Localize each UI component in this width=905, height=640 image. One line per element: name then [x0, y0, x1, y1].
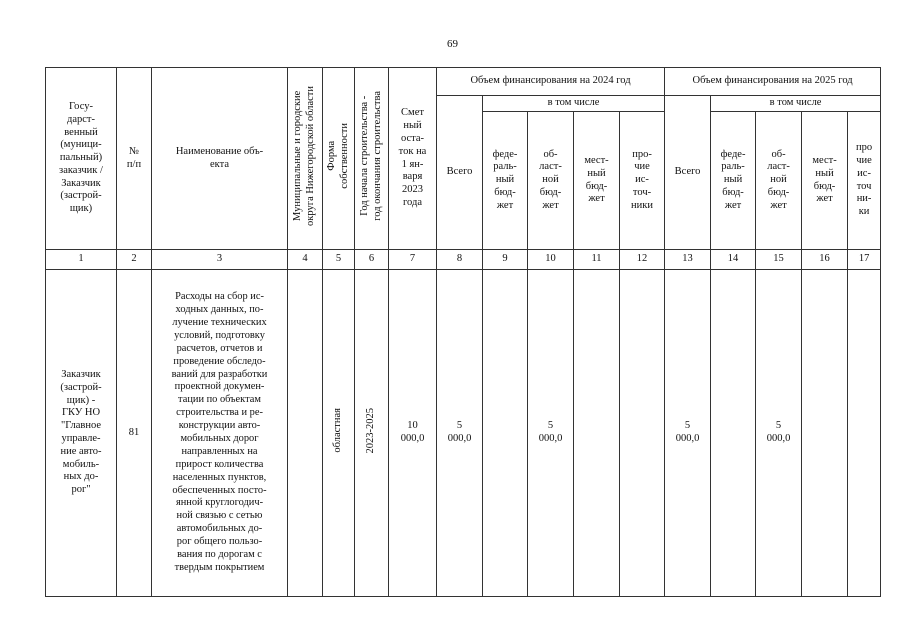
header-including-2025: в том числе [711, 96, 881, 112]
header-num: № п/п [117, 68, 152, 250]
header-other-2025: про чие ис- точ ни- ки [848, 112, 881, 250]
row-other-2024 [620, 270, 665, 597]
column-number: 15 [756, 250, 802, 270]
row-federal-2024 [483, 270, 528, 597]
column-number-row [46, 250, 881, 270]
page-number: 69 [447, 38, 458, 50]
header-object-name: Наименование объ- екта [152, 68, 288, 250]
row-total-2025: 5 000,0 [665, 270, 711, 597]
table-row [46, 270, 881, 597]
column-number: 4 [288, 250, 323, 270]
header-other-2024: про- чие ис- точ- ники [620, 112, 665, 250]
column-number: 14 [711, 250, 756, 270]
column-number: 8 [437, 250, 483, 270]
row-num: 81 [117, 270, 152, 597]
header-total-2024: Всего [437, 96, 483, 250]
row-regional-2024: 5 000,0 [528, 270, 574, 597]
header-municipality: Муниципальные и городские округа Нижегородской области [288, 68, 323, 250]
column-number: 9 [483, 250, 528, 270]
header-estimate: Смет ный оста- ток на 1 ян- варя 2023 года [389, 68, 437, 250]
column-number: 1 [46, 250, 117, 270]
column-number: 5 [323, 250, 355, 270]
header-regional-2025: об- ласт- ной бюд- жет [756, 112, 802, 250]
header-local-2024: мест- ный бюд- жет [574, 112, 620, 250]
header-federal-2025: феде- раль- ный бюд- жет [711, 112, 756, 250]
row-object-name: Расходы на сбор ис- ходных данных, по- лучение технических условий, подготовку расчетов, отчетов и проведение обследо- ваний для разработки проектной докумен- тации по объектам строительства и ре- конструкции авто- мобильных дорог направленных на прирост количества населенных пунктов, обеспеченных посто- янной круглогодич- ной связью с сетью автомобильных до- рог общего пользо- вания по дорогам с твердым покрытием [152, 270, 288, 597]
row-other-2025 [848, 270, 881, 597]
column-number: 6 [355, 250, 389, 270]
row-customer: Заказчик (застрой- щик) - ГКУ НО "Главное управле- ние авто- мобиль- ных до- рог" [46, 270, 117, 597]
column-number: 16 [802, 250, 848, 270]
column-number: 11 [574, 250, 620, 270]
header-total-2025: Всего [665, 96, 711, 250]
header-local-2025: мест- ный бюд- жет [802, 112, 848, 250]
row-years: 2023-2025 [355, 270, 389, 597]
header-federal-2024: феде- раль- ный бюд- жет [483, 112, 528, 250]
header-including-2024: в том числе [483, 96, 665, 112]
row-municipality [288, 270, 323, 597]
header-row-1 [46, 68, 881, 96]
column-number: 12 [620, 250, 665, 270]
header-customer: Госу- дарст- венный (муници- пальный) заказчик / Заказчик (застрой- щик) [46, 68, 117, 250]
column-number: 10 [528, 250, 574, 270]
row-ownership: областная [323, 270, 355, 597]
column-number: 13 [665, 250, 711, 270]
row-total-2024: 5 000,0 [437, 270, 483, 597]
column-number: 3 [152, 250, 288, 270]
row-local-2025 [802, 270, 848, 597]
row-local-2024 [574, 270, 620, 597]
row-estimate: 10 000,0 [389, 270, 437, 597]
financing-table [45, 67, 881, 597]
header-fin-2024: Объем финансирования на 2024 год [437, 68, 665, 96]
column-number: 17 [848, 250, 881, 270]
header-fin-2025: Объем финансирования на 2025 год [665, 68, 881, 96]
header-years: Год начала строительства - год окончания строительства [355, 68, 389, 250]
header-regional-2024: об- ласт- ной бюд- жет [528, 112, 574, 250]
row-regional-2025: 5 000,0 [756, 270, 802, 597]
header-ownership: Форма собственности [323, 68, 355, 250]
row-federal-2025 [711, 270, 756, 597]
column-number: 2 [117, 250, 152, 270]
column-number: 7 [389, 250, 437, 270]
